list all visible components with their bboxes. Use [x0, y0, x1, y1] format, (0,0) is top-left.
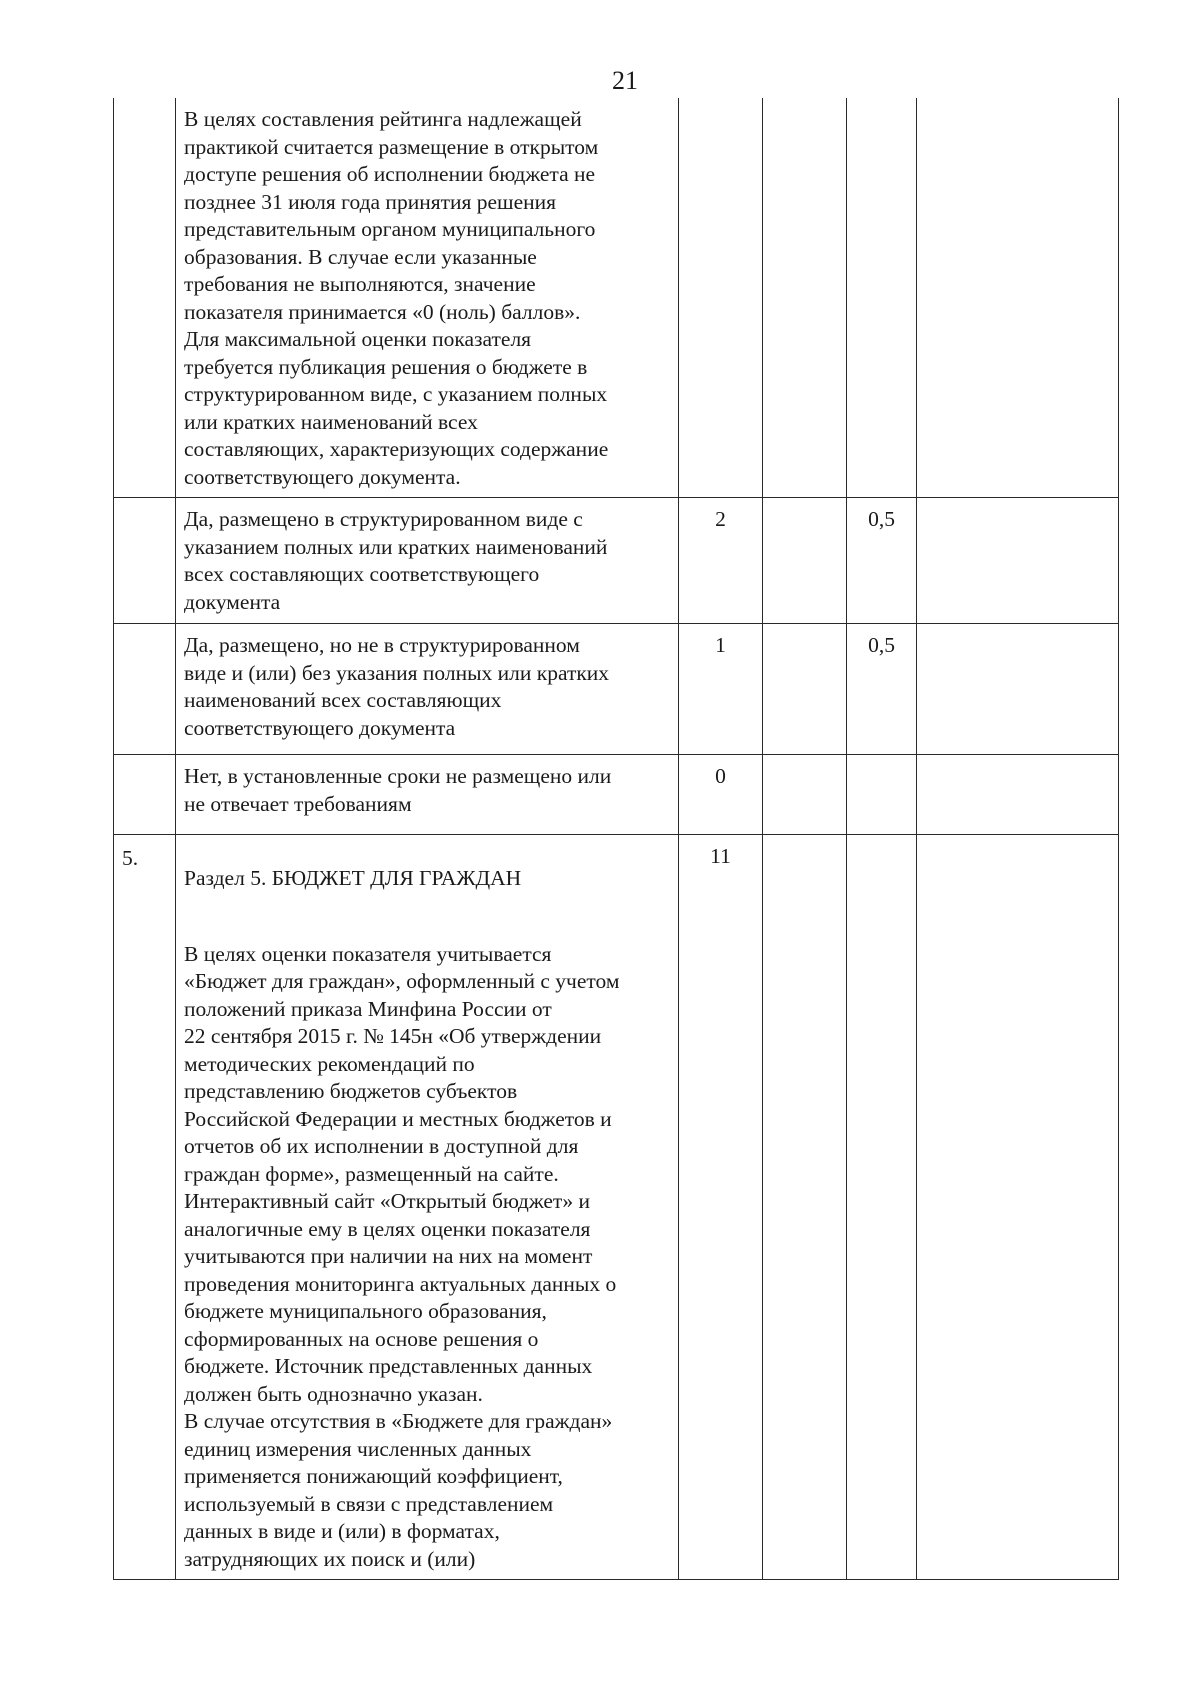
text-line: Да, размещено, но не в структурированном [184, 633, 580, 657]
text-line: Интерактивный сайт «Открытый бюджет» и [184, 1189, 590, 1213]
score-cell: 11 [679, 835, 763, 1580]
criterion-option-cell [176, 498, 679, 624]
row-number-cell: 5. [114, 835, 176, 1580]
empty-cell [917, 755, 1119, 835]
text-line: В целях оценки показателя учитывается [184, 941, 552, 966]
text-line: методических рекомендаций по [184, 1051, 475, 1076]
empty-cell [917, 624, 1119, 755]
empty-cell [763, 835, 847, 1580]
coefficient-cell: 0,5 [847, 498, 917, 624]
text-line: положений приказа Минфина России от [184, 996, 552, 1021]
empty-cell [763, 98, 847, 498]
text-line: позднее 31 июля года принятия решения [184, 189, 557, 214]
table-row [114, 835, 1119, 1580]
option-text [184, 763, 670, 818]
text-line: практикой считается размещение в открытом [184, 134, 599, 159]
text-line: аналогичные ему в целях оценки показателя [184, 1216, 591, 1241]
empty-cell [917, 835, 1119, 1580]
page-number: 21 [612, 66, 638, 95]
text-line: соответствующего документа [184, 715, 456, 740]
text-line: данных в виде и (или) в форматах, [184, 1519, 500, 1543]
table-row [114, 624, 1119, 755]
text-line: 22 сентября 2015 г. № 145н «Об утверждении [184, 1024, 602, 1048]
text-line: В случае отсутствия в «Бюджете для граждан» [184, 1409, 613, 1433]
text-line: виде и (или) без указания полных или кратких [184, 660, 610, 685]
score-cell [679, 98, 763, 498]
option-text [184, 506, 670, 616]
text-line: Российской Федерации и местных бюджетов и [184, 1106, 612, 1131]
text-line: соответствующего документа. [184, 464, 461, 489]
row-number-cell [114, 498, 176, 624]
text-line: требуется публикация решения о бюджете в [184, 354, 588, 379]
criterion-text [184, 106, 670, 491]
row-number-cell [114, 624, 176, 755]
text-line: бюджете. Источник представленных данных [184, 1354, 593, 1378]
coefficient-cell [847, 98, 917, 498]
coefficient-cell: 0,5 [847, 624, 917, 755]
coefficient-cell [847, 835, 917, 1580]
text-line: доступе решения об исполнении бюджета не [184, 162, 596, 186]
text-line: «Бюджет для граждан», оформленный с учетом [184, 969, 620, 993]
text-line: единиц измерения численных данных [184, 1436, 532, 1461]
text-line: представительным органом муниципального [184, 217, 596, 241]
row-number-cell [114, 755, 176, 835]
text-line: наименований всех составляющих [184, 688, 502, 712]
option-text [184, 632, 670, 742]
row-number-cell [114, 98, 176, 498]
criterion-description-cell [176, 98, 679, 498]
text-line: или кратких наименований всех [184, 409, 478, 434]
empty-cell [917, 98, 1119, 498]
text-line: учитываются при наличии на них на момент [184, 1244, 593, 1268]
text-line: составляющих, характеризующих содержание [184, 437, 609, 461]
text-line: должен быть однозначно указан. [184, 1381, 483, 1406]
criteria-table [113, 98, 1119, 1580]
empty-cell [763, 755, 847, 835]
text-line: бюджете муниципального образования, [184, 1299, 547, 1323]
score-cell: 0 [679, 755, 763, 835]
text-line: используемый в связи с представлением [184, 1491, 554, 1516]
text-line: применяется понижающий коэффициент, [184, 1464, 563, 1488]
table-row [114, 755, 1119, 835]
empty-cell [763, 498, 847, 624]
text-line: Нет, в установленные сроки не размещено или [184, 764, 612, 788]
text-line: проведения мониторинга актуальных данных о [184, 1271, 617, 1296]
empty-cell [763, 624, 847, 755]
text-line: В целях составления рейтинга надлежащей [184, 107, 582, 131]
text-line: указанием полных или кратких наименований [184, 534, 608, 559]
table-row [114, 498, 1119, 624]
section-description-cell [176, 835, 679, 1580]
score-cell: 2 [679, 498, 763, 624]
section-text [184, 941, 670, 1574]
text-line: документа [184, 589, 281, 614]
empty-cell [917, 498, 1119, 624]
score-cell: 1 [679, 624, 763, 755]
text-line: граждан форме», размещенный на сайте. [184, 1161, 559, 1186]
table-row [114, 98, 1119, 498]
text-line: всех составляющих соответствующего [184, 562, 540, 586]
text-line: структурированном виде, с указанием полных [184, 382, 608, 406]
text-line: представлению бюджетов субъектов [184, 1079, 518, 1103]
text-line: образования. В случае если указанные [184, 244, 537, 269]
coefficient-cell [847, 755, 917, 835]
text-line: сформированных на основе решения о [184, 1326, 539, 1351]
text-line: Для максимальной оценки показателя [184, 327, 532, 351]
text-line: требования не выполняются, значение [184, 272, 536, 296]
text-line: затрудняющих их поиск и (или) [184, 1546, 476, 1571]
text-line: отчетов об их исполнении в доступной для [184, 1134, 579, 1158]
text-line: Да, размещено в структурированном виде с [184, 507, 583, 531]
criterion-option-cell [176, 755, 679, 835]
text-line: показателя принимается «0 (ноль) баллов». [184, 299, 581, 324]
criterion-option-cell [176, 624, 679, 755]
text-line: не отвечает требованиям [184, 791, 412, 816]
section-title: Раздел 5. БЮДЖЕТ ДЛЯ ГРАЖДАН [184, 865, 522, 890]
